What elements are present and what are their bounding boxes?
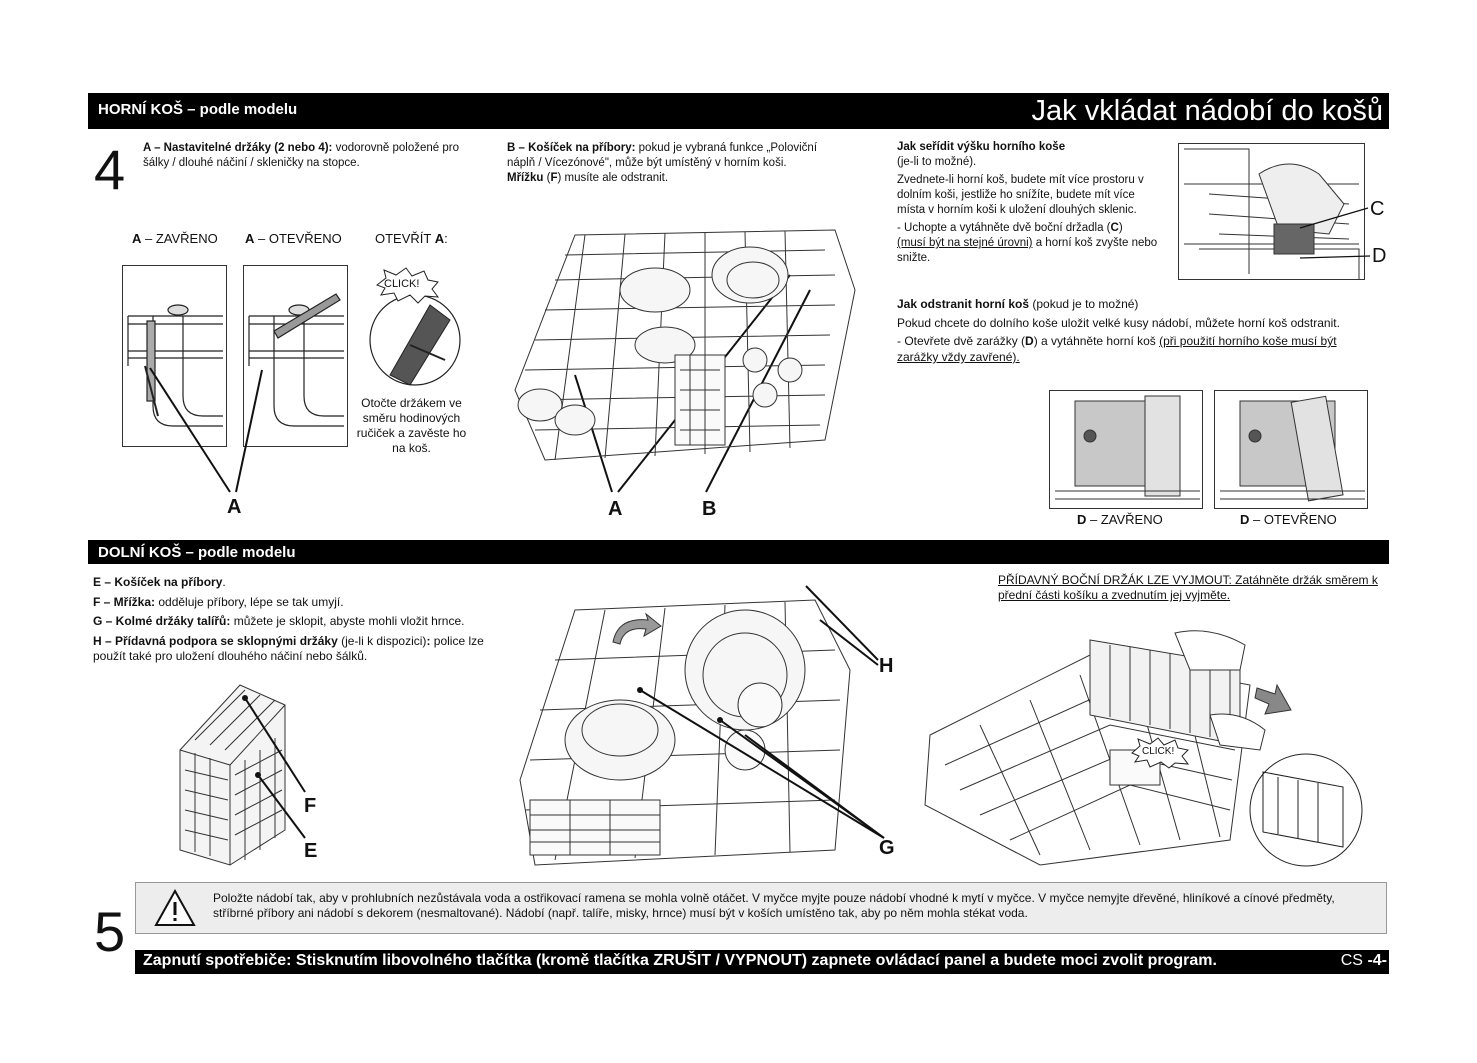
step-number-4: 4 bbox=[94, 138, 126, 201]
text: ) musíte ale odstranit. bbox=[557, 172, 669, 184]
text-bold: D bbox=[1240, 512, 1250, 527]
text: ) bbox=[1118, 222, 1123, 234]
text-bold: Mřížku bbox=[507, 172, 544, 184]
turn-instruction: Otočte držákem ve směru hodinových ručiček a zavěste ho na koš. bbox=[356, 396, 467, 455]
footer-text: Zapnutí spotřebiče: Stisknutím libovolného tlačítka (kromě tlačítka ZRUŠIT / VYPNOUT) zapnete ovládací panel a budete moci zvolit program. bbox=[143, 952, 1217, 969]
text-bold: Jak seřídit výšku horního koše bbox=[897, 141, 1066, 153]
text-underlined: (musí být na stejné úrovni) bbox=[897, 237, 1033, 249]
text-bold: H – Přídavná podpora se sklopnými držáky bbox=[93, 633, 338, 648]
text: můžete je sklopit, abyste mohli vložit hrnce. bbox=[230, 614, 465, 628]
warning-text: Položte nádobí tak, aby v prohlubních nezůstávala voda a ostřikovací ramena se mohla volně otáčet. V myčce myjte pouze nádobí vhodné k mytí v myčce. V myčce nemyjte dřevěné, hliníkové a cínové předměty, stříbrné příbory ani nádobí s dekorem (nesmaltované). Nádobí (např. talíře, misky, hrnce) musí být v koších umístěno tak, aby po něm mohla stékat voda. bbox=[213, 891, 1335, 920]
step-number-5: 5 bbox=[94, 900, 126, 963]
text-bold: F – Mřížka: bbox=[93, 594, 156, 609]
text-underlined: (při použití horního koše musí být zarážky vždy zavřené). bbox=[897, 334, 1337, 364]
text: - Uchopte a vytáhněte dvě boční držadla ( bbox=[897, 222, 1111, 234]
text-bold: E – Košíček na příbory bbox=[93, 575, 223, 589]
section-label-lower: DOLNÍ KOŠ – podle modelu bbox=[98, 544, 296, 561]
text-bold: A bbox=[434, 231, 445, 246]
text: odděluje příbory, lépe se tak umyjí. bbox=[155, 594, 344, 609]
text: pokud je vybraná funkce „Poloviční náplň / Vícezónové", může být umístěný v horním koši. bbox=[507, 142, 818, 169]
text-bold: D bbox=[1077, 512, 1087, 527]
text: – ZAVŘENO bbox=[141, 231, 218, 246]
text: (je-li to možné). bbox=[897, 156, 977, 168]
text-bold: A bbox=[245, 231, 255, 246]
text: (je-li k dispozici) bbox=[337, 633, 427, 648]
label-c: C bbox=[1370, 198, 1385, 220]
label-g: G bbox=[879, 837, 895, 859]
click-label-upper: CLICK! bbox=[384, 278, 420, 290]
text: ) a vytáhněte horní koš bbox=[1033, 334, 1160, 348]
footer-bar bbox=[135, 950, 1389, 974]
pull-arrow-icon bbox=[1255, 680, 1295, 720]
height-paragraph: Zvednete-li horní koš, budete mít více prostoru v dolním koši, jestliže ho snížíte, budete mít více místa v horním koši k uložení dlouhých sklenic. bbox=[897, 174, 1144, 216]
text: ( bbox=[543, 172, 551, 184]
extra-holder-note: PŘÍDAVNÝ BOČNÍ DRŽÁK LZE VYJMOUT: Zatáhněte držák směrem k přední části košíku a zvednutím jej vyjměte. bbox=[998, 573, 1378, 602]
holder-zoom-illustration bbox=[1248, 752, 1363, 872]
label-h: H bbox=[879, 655, 894, 677]
text-bold: G – Kolmé držáky talířů: bbox=[93, 614, 231, 628]
label-a-basket: A bbox=[608, 498, 623, 520]
remove-paragraph: Pokud chcete do dolního koše uložit velké kusy nádobí, můžete horní koš odstranit. bbox=[897, 316, 1340, 330]
text-bold: C bbox=[1110, 222, 1119, 234]
text-bold: A – Nastavitelné držáky (2 nebo 4): bbox=[143, 142, 333, 154]
text: a horní koš zvyšte nebo snižte. bbox=[897, 237, 1158, 264]
text: vodorovně položené pro šálky / dlouhé náčiní / skleničky na stopce. bbox=[143, 142, 459, 169]
warning-triangle-icon bbox=[154, 888, 196, 928]
label-a-left: A bbox=[227, 496, 242, 518]
text: – OTEVŘENO bbox=[254, 231, 342, 246]
text-bold: B – Košíček na příbory: bbox=[507, 142, 636, 154]
text-bold: : bbox=[426, 633, 431, 648]
text-bold: -4- bbox=[1367, 952, 1387, 969]
text-bold: F bbox=[550, 172, 558, 184]
text-bold: A bbox=[132, 231, 142, 246]
text: (pokud je to možné) bbox=[1029, 297, 1139, 311]
page-number bbox=[1341, 952, 1387, 970]
text: – ZAVŘENO bbox=[1086, 512, 1163, 527]
label-b-basket: B bbox=[702, 498, 717, 520]
text: CS bbox=[1340, 952, 1363, 969]
text: OTEVŘÍT bbox=[375, 231, 435, 246]
text: - Otevřete dvě zarážky ( bbox=[897, 334, 1026, 348]
text: police lze použít také pro uložení dlouhého náčiní nebo šálků. bbox=[93, 633, 484, 663]
label-e: E bbox=[304, 840, 318, 862]
section-label-upper: HORNÍ KOŠ – podle modelu bbox=[98, 101, 298, 118]
warning-box bbox=[135, 882, 1387, 934]
text: . bbox=[222, 575, 226, 589]
label-d-height: D bbox=[1372, 245, 1387, 267]
text: – OTEVŘENO bbox=[1249, 512, 1337, 527]
click-label-lower: CLICK! bbox=[1142, 746, 1175, 757]
page-title: Jak vkládat nádobí do košů bbox=[1031, 95, 1383, 127]
text-bold: D bbox=[1025, 334, 1034, 348]
label-f: F bbox=[304, 795, 317, 817]
text: : bbox=[444, 231, 448, 246]
text-bold: Jak odstranit horní koš bbox=[897, 297, 1030, 311]
